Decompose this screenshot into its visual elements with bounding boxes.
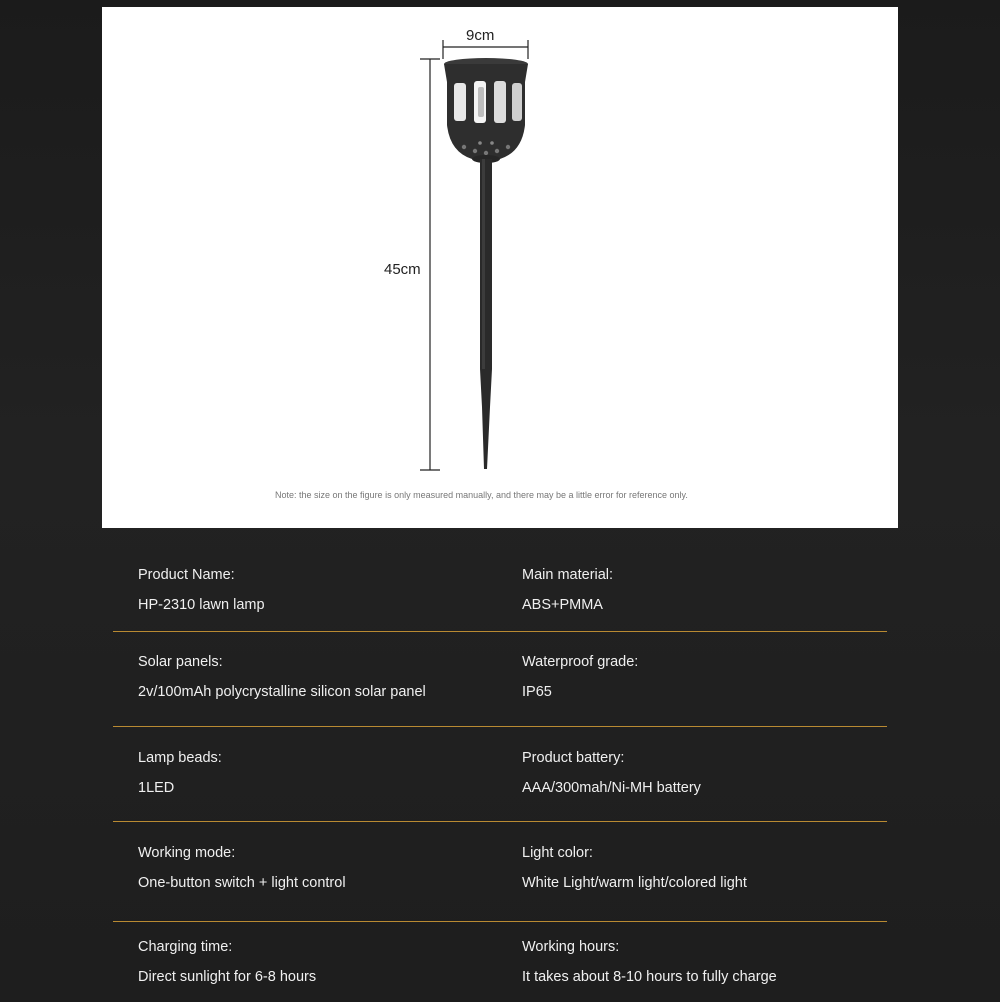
spec-label: Working mode: <box>138 845 236 861</box>
ground-stake <box>480 159 492 469</box>
spec-value: 1LED <box>138 780 175 796</box>
spec-row <box>113 922 887 1002</box>
measurement-note: Note: the size on the figure is only measured manually, and there may be a little error for reference only. <box>275 490 688 500</box>
spec-value: One-button switch + light control <box>138 875 346 891</box>
spec-row <box>113 727 887 822</box>
spec-value: Direct sunlight for 6-8 hours <box>138 969 317 985</box>
spec-value: 2v/100mAh polycrystalline silicon solar panel <box>138 684 426 700</box>
spec-label: Product Name: <box>138 567 235 583</box>
height-dimension-label: 45cm <box>384 261 421 278</box>
spec-value: HP-2310 lawn lamp <box>138 597 265 613</box>
spec-label: Lamp beads: <box>138 750 222 766</box>
spec-label: Light color: <box>522 845 593 861</box>
product-figure-panel <box>102 7 898 528</box>
spec-row <box>113 545 887 632</box>
spec-label: Solar panels: <box>138 654 223 670</box>
width-dimension-label: 9cm <box>466 27 495 44</box>
lamp-head <box>444 58 528 163</box>
spec-value: AAA/300mah/Ni-MH battery <box>522 780 701 796</box>
height-dimension-marker <box>420 59 440 470</box>
spec-label: Charging time: <box>138 939 233 955</box>
spec-value: It takes about 8-10 hours to fully charge <box>522 969 777 985</box>
spec-label: Product battery: <box>522 750 625 766</box>
spec-row <box>113 632 887 727</box>
spec-value: IP65 <box>522 684 552 700</box>
spec-value: White Light/warm light/colored light <box>522 875 747 891</box>
spec-value: ABS+PMMA <box>522 597 603 613</box>
lawn-lamp-illustration <box>102 7 898 528</box>
spec-label: Waterproof grade: <box>522 654 639 670</box>
spec-table <box>113 545 887 1002</box>
spec-label: Main material: <box>522 567 614 583</box>
spec-row <box>113 822 887 922</box>
spec-label: Working hours: <box>522 939 620 955</box>
